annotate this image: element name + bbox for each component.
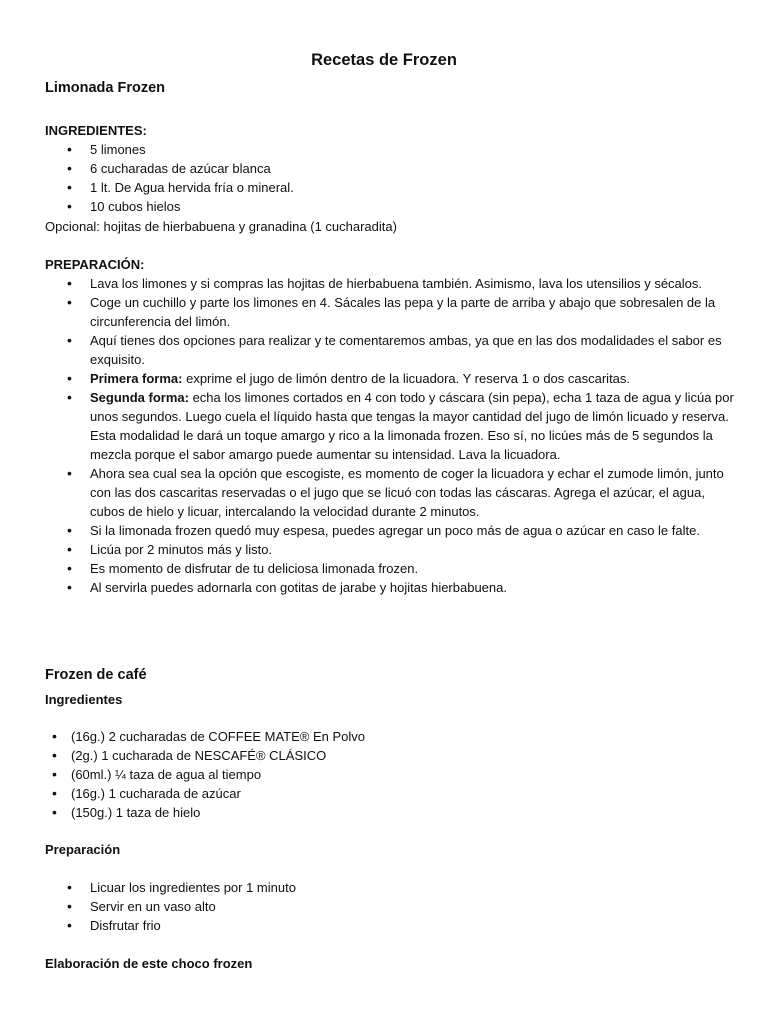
step-lead: Primera forma: (90, 371, 183, 386)
step-text: Ahora sea cual sea la opción que escogiste, es momento de coger la licuadora y echar el zumode limón, junto con las dos cascaritas reservadas o el jugo que se licuó con todas las cáscaras. Agrega el azúcar, el agua, cubos de hielo y licuar, intercalando la velocidad durante 2 minutos. (90, 466, 724, 519)
cafe-steps-list (45, 878, 735, 935)
step-text: Aquí tienes dos opciones para realizar y te comentaremos ambas, ya que en las dos modalidades el sabor es exquisito. (90, 333, 722, 367)
step-text: Al servirla puedes adornarla con gotitas de jarabe y hojitas hierbabuena. (90, 580, 507, 595)
list-item: • (16g.) 2 cucharadas de COFFEE MATE® En Polvo (45, 727, 735, 746)
step-lead: Segunda forma: (90, 390, 189, 405)
step-text: Coge un cuchillo y parte los limones en 4. Sácales las pepa y la parte de arriba y abajo que sobresalen de la circunferencia del limón. (90, 295, 716, 329)
step-text: echa los limones cortados en 4 con todo y cáscara (sin pepa), echa 1 taza de agua y licúa por unos segundos. Luego cuela el líquido hasta que tengas la mayor cantidad del jugo de limón licuado y reserva. Esta modalidad le dará un toque amargo y rico a la limonada frozen. Eso sí, no licúes más de 5 segundos la mezcla porque el sabor amargo puede aumentar su intensidad. Lava la licuadora. (90, 390, 734, 462)
optional-note: Opcional: hojitas de hierbabuena y granadina (1 cucharadita) (45, 219, 397, 234)
list-item (45, 274, 735, 293)
list-item (45, 388, 735, 464)
section-heading-cafe: Frozen de café (45, 667, 147, 683)
list-item: • (2g.) 1 cucharada de NESCAFÉ® CLÁSICO (45, 746, 735, 765)
choco-frozen-heading: Elaboración de este choco frozen (45, 956, 253, 971)
preparation-label: PREPARACIÓN: (45, 257, 145, 272)
step-text: Lava los limones y si compras las hojitas de hierbabuena también. Asimismo, lava los utensilios y sécalos. (90, 276, 703, 291)
step-text: Es momento de disfrutar de tu deliciosa limonada frozen. (90, 561, 419, 576)
list-item: • 6 cucharadas de azúcar blanca (45, 159, 735, 178)
step-text: Si la limonada frozen quedó muy espesa, puedes agregar un poco más de agua o azúcar en caso le falte. (90, 523, 700, 538)
limonada-steps-list (45, 274, 735, 597)
list-item (45, 369, 735, 388)
list-item (45, 578, 735, 597)
list-item (45, 464, 735, 521)
limonada-ingredients-list (45, 140, 735, 216)
list-item (45, 521, 735, 540)
list-item: • Disfrutar frio (45, 916, 735, 935)
list-item: • Licuar los ingredientes por 1 minuto (45, 878, 735, 897)
step-text: exprime el jugo de limón dentro de la licuadora. Y reserva 1 o dos cascaritas. (182, 371, 631, 386)
list-item (45, 559, 735, 578)
list-item: • 10 cubos hielos (45, 197, 735, 216)
list-item: • Servir en un vaso alto (45, 897, 735, 916)
cafe-preparation-label: Preparación (45, 842, 121, 857)
section-heading-limonada: Limonada Frozen (45, 80, 166, 96)
list-item: • 5 limones (45, 140, 735, 159)
list-item: • 1 lt. De Agua hervida fría o mineral. (45, 178, 735, 197)
cafe-ingredients-list (45, 727, 735, 822)
cafe-ingredients-label: Ingredientes (45, 692, 123, 707)
ingredients-label: INGREDIENTES: (45, 123, 147, 138)
step-text: Licúa por 2 minutos más y listo. (90, 542, 273, 557)
list-item: • (150g.) 1 taza de hielo (45, 803, 735, 822)
list-item: • (16g.) 1 cucharada de azúcar (45, 784, 735, 803)
list-item (45, 540, 735, 559)
document-title: Recetas de Frozen (311, 51, 457, 69)
list-item (45, 331, 735, 369)
list-item (45, 293, 735, 331)
list-item: • (60ml.) ¼ taza de agua al tiempo (45, 765, 735, 784)
